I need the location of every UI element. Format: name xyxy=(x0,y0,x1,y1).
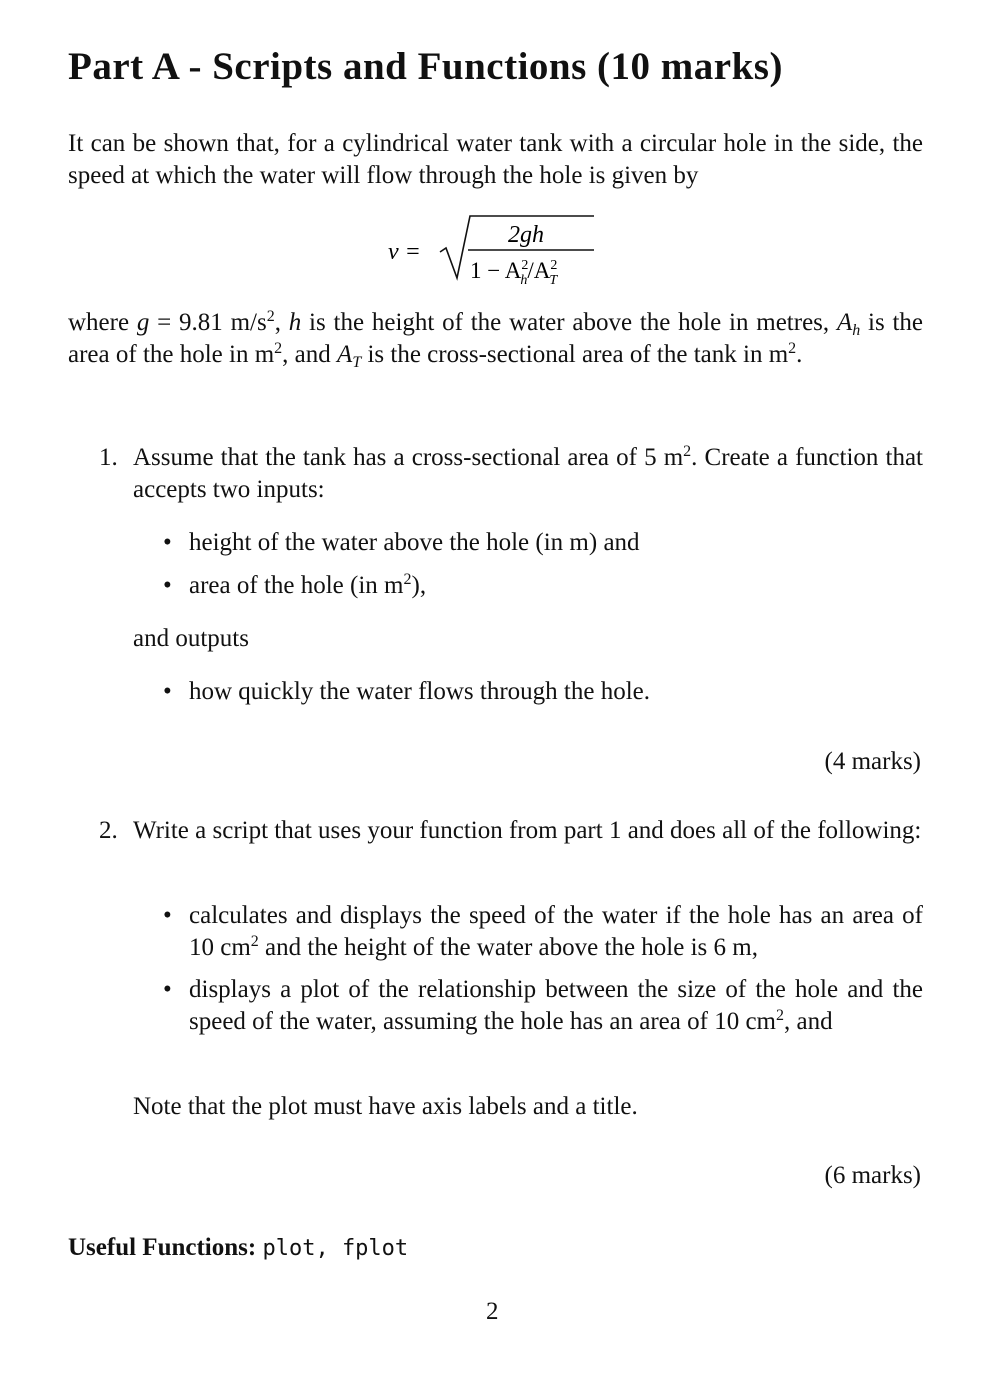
question-2-number: 2. xyxy=(99,817,118,844)
bullet-icon: • xyxy=(163,572,172,599)
q1-marks: (4 marks) xyxy=(824,748,921,775)
q2-bullet-2: displays a plot of the relationship between the size of the hole and the speed of the water, assuming the hole has an area of 10 $cm^2$, and xyxy=(189,976,923,1035)
useful-functions-label: Useful Functions: xyxy=(68,1234,257,1261)
bullet-icon: • xyxy=(163,678,172,705)
velocity-formula xyxy=(388,212,608,288)
question-2-text: Write a script that uses your function from part 1 and does all of the following: xyxy=(133,817,922,844)
q2-note: Note that the plot must have axis labels and a title. xyxy=(133,1093,638,1120)
bullet-icon: • xyxy=(163,976,172,1003)
bullet-icon: • xyxy=(163,529,172,556)
useful-functions-list: plot, fplot xyxy=(262,1236,409,1261)
q2-bullet-1: calculates and displays the speed of the water if the hole has an area of 10 $cm^2$ and the height of the water above the hole is 6 m, xyxy=(189,902,923,961)
formula-lhs: v = xyxy=(388,239,421,265)
formula-numerator: 2gh xyxy=(508,222,544,248)
q1-output-bullet: how quickly the water flows through the hole. xyxy=(189,678,651,705)
page-number: 2 xyxy=(486,1298,499,1325)
useful-functions xyxy=(68,1232,408,1265)
section-heading: Part A - Scripts and Functions (10 marks) xyxy=(68,45,783,88)
formula-denominator: $1 - A^2$ $h/A^2$ T xyxy=(470,258,558,288)
q1-input-bullet-1: height of the water above the hole (in m) and xyxy=(189,529,640,556)
q1-input-bullet-2: area of the hole (in $m^2$), xyxy=(189,571,427,599)
definitions-paragraph: where g = 9.81 $m/s^2$, h is the height of the water above the hole in metres, $A_h$ is the area of the hole in $m^2$, and $A_T$ is the cross-sectional area of the tank in $m^2$. xyxy=(68,308,924,371)
question-1-text: Assume that the tank has a cross-sectional area of 5 $m^2$. Create a function that accepts two inputs: xyxy=(133,443,923,503)
question-1-number: 1. xyxy=(99,444,118,471)
q1-and-outputs: and outputs xyxy=(133,625,249,652)
bullet-icon: • xyxy=(163,902,172,929)
intro-paragraph: It can be shown that, for a cylindrical water tank with a circular hole in the side, the speed at which the water will flow through the hole is given by xyxy=(68,130,923,189)
q2-marks: (6 marks) xyxy=(824,1162,921,1189)
formula-svg xyxy=(388,212,608,288)
